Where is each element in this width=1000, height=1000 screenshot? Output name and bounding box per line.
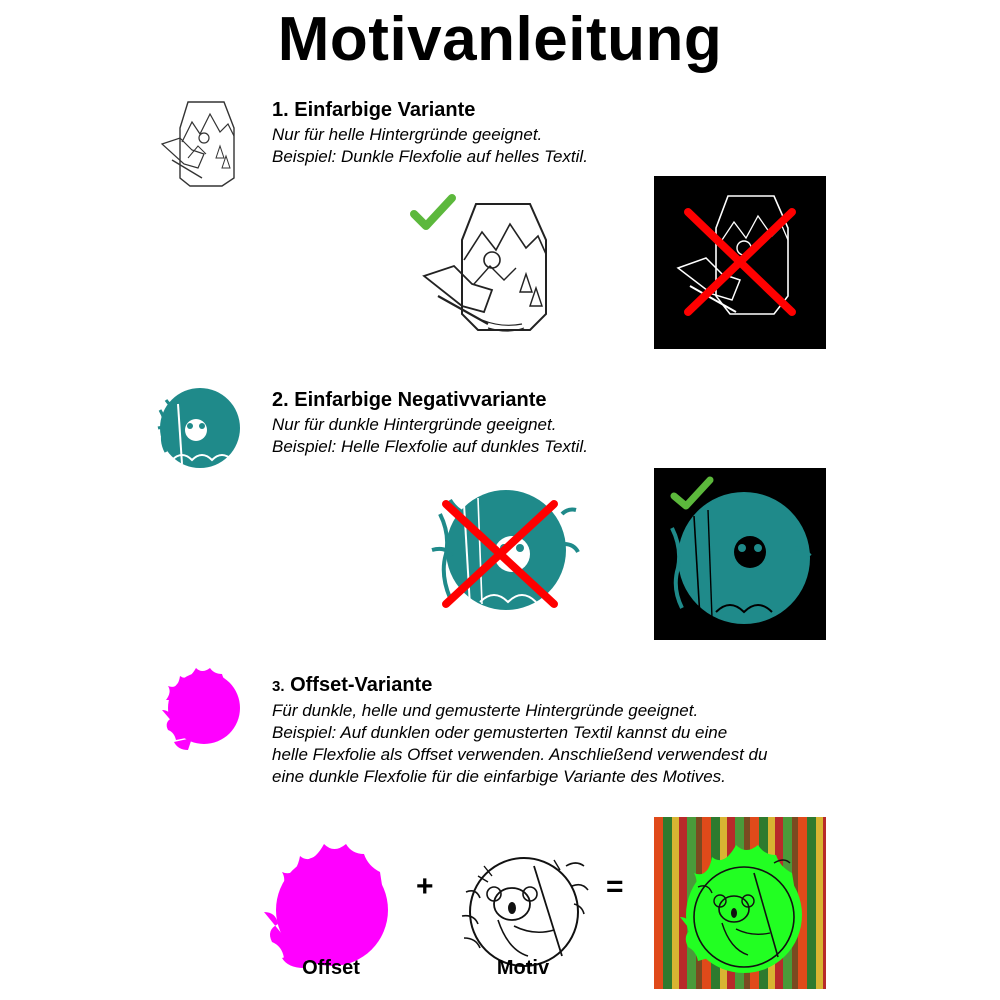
offset-shape <box>260 838 398 970</box>
snowboarder-motif-correct <box>410 196 560 344</box>
snowboarder-motif-thumbnail <box>158 98 238 188</box>
panda-motif-thumbnail <box>152 380 246 474</box>
section-1-desc-line: Nur für helle Hintergründe geeignet. <box>272 125 543 144</box>
section-1-desc-line: Beispiel: Dunkle Flexfolie auf helles Textil. <box>272 147 588 166</box>
offset-shape-thumbnail <box>156 660 246 752</box>
cross-icon <box>682 206 798 318</box>
offset-label: Offset <box>302 957 360 979</box>
section-3-desc-line: Beispiel: Auf dunklen oder gemusterten Textil kannst du eine <box>272 723 728 742</box>
plus-sign: + <box>416 870 434 903</box>
cross-icon <box>440 498 560 610</box>
motiv-label: Motiv <box>496 957 550 979</box>
section-1-heading: 1. Einfarbige Variante <box>272 99 476 121</box>
section-3-desc-line: helle Flexfolie als Offset verwenden. Anschließend verwendest du <box>272 745 768 764</box>
section-3-heading <box>272 674 432 698</box>
dark-textile-preview <box>654 468 826 640</box>
equals-sign: = <box>606 870 624 903</box>
checkmark-icon <box>668 474 716 516</box>
section-3-desc-line: Für dunkle, helle und gemusterte Hintergründe geeignet. <box>272 701 699 720</box>
section-2-heading: 2. Einfarbige Negativvariante <box>272 389 547 411</box>
offset-with-motif-result <box>654 817 826 989</box>
section-3-heading-number: 3. <box>272 678 285 695</box>
page-title: Motivanleitung <box>277 5 723 74</box>
section-2-desc-line: Nur für dunkle Hintergründe geeignet. <box>272 415 557 434</box>
section-2-desc-line: Beispiel: Helle Flexfolie auf dunkles Textil. <box>272 437 588 456</box>
patterned-textile-preview <box>654 817 826 989</box>
section-3-heading-text: Offset-Variante <box>290 674 433 696</box>
dark-textile-preview <box>654 176 826 349</box>
section-3-desc-line: eine dunkle Flexfolie für die einfarbige Variante des Motives. <box>272 767 726 786</box>
koala-motif <box>454 846 590 970</box>
